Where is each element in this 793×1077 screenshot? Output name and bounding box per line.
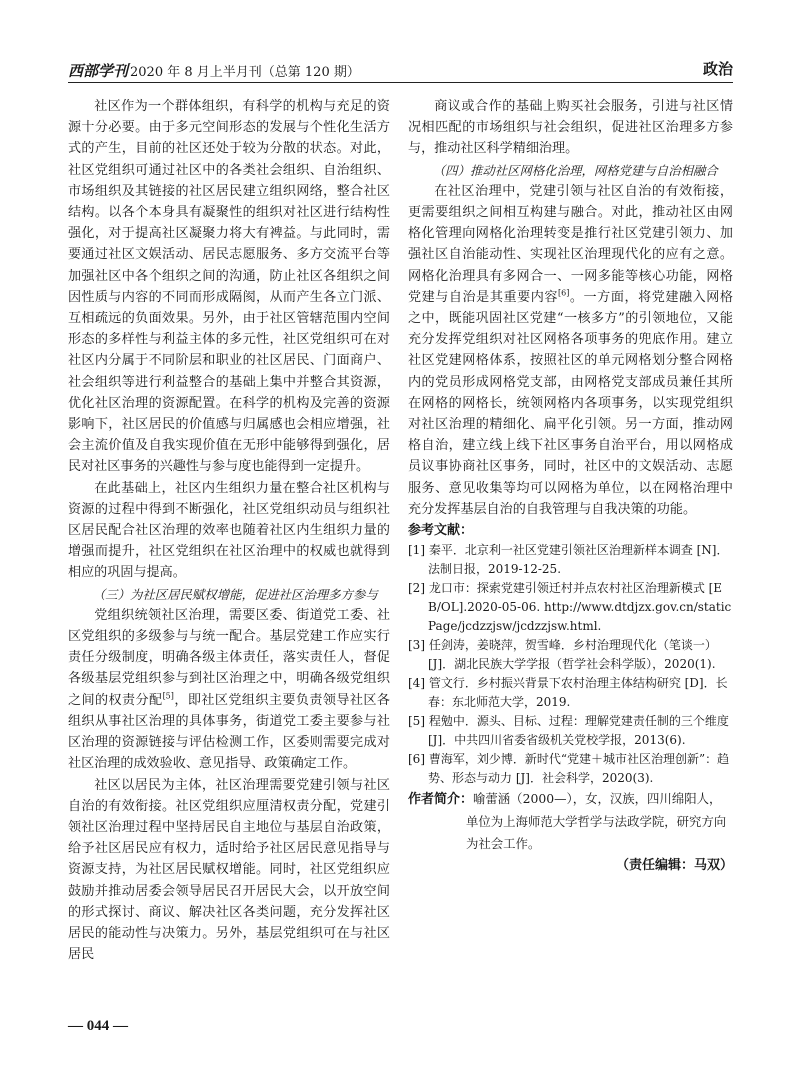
author-bio [408,788,733,855]
section-heading: （三）为社区居民赋权增能，促进社区治理多方参与 [92,586,378,602]
references-title: 参考文献： [408,523,474,539]
paragraph: 党组织统领社区治理，需要区委、街道党工委、社区党组织的多级参与与统一配合。基层党建工作应实行责任分级制度，明确各级主体责任，落实责任人，督促各级基层党组织参与到社区治理之中，明确各级党组织之间的权责分配[5]，即社区党组织主要负责领导社区各组织从事社区治理的具体事务，街道党工委主要参与社区治理的资源链接与评估检测工作，区委则需要完成对社区治理的成效验收、意见指导、政策确定工作。 [68,607,391,772]
section-label: 政治 [702,60,733,78]
section-heading: （四）推动社区网格化治理，网格党建与自治相融合 [432,162,718,178]
journal-logo: 西部学刊 [68,62,129,80]
page-number: — 044 — [68,1018,128,1034]
paragraph: 在此基础上，社区内生组织力量在整合社区机构与资源的过程中得到不断强化，社区党组织动员与组织社区居民配合社区治理的效率也随着社区内生组织力量的增强而提升，社区党组织在社区治理中的权威也就得到相应的巩固与提高。 [68,480,390,581]
reference-item: [2] 龙口市：探索党建引领迁村并点农村社区治理新模式 [EB/OL].2020-05-06. http://www.dtdjzx.gov.cn/staticPage/jcdzzjsw/jcdzzjsw.html. [408,581,732,634]
reference-item: [6] 曹海军，刘少博．新时代“党建＋城市社区治理创新”：趋势、形态与动力 [J]．社会科学，2020(3). [408,752,730,786]
paragraph: 商议或合作的基础上购买社会服务，引进与社区情况相匹配的市场组织与社会组织，促进社区治理多方参与，推动社区科学精细治理。 [408,99,733,157]
paragraph: 社区以居民为主体，社区治理需要党建引领与社区自治的有效衔接。社区党组织应厘清权责分配，党建引领社区治理过程中坚持居民自主地位与基层自治政策，给予社区居民应有权力，适时给予社区居民意见指导与资源支持，为社区居民赋权增能。同时，社区党组织应鼓励并推动居委会领导居民召开居民大会，以开放空间的形式探讨、商议、解决社区各类问题，充分发挥社区居民的能动性与决策力。另外，基层党组织可在与社区居民 [68,777,390,963]
header-rule [68,82,733,83]
author-label: 作者简介： [408,792,474,808]
citation: [5] [162,691,174,701]
issue-info: 2020 年 8 月上半月刊（总第 120 期） [130,65,360,80]
citation: [6] [558,288,570,298]
reference-item: [1] 秦平．北京利一社区党建引领社区治理新样本调查 [N]．法制日报，2019-12-25. [408,543,729,577]
author-text: 喻蕾涵（2000—），女，汉族，四川绵阳人，单位为上海师范大学哲学与法政学院，研究方向为社会工作。 [466,791,727,852]
right-column [408,96,733,876]
journal-info [68,60,360,81]
reference-item: [5] 程勉中．源头、目标、过程：理解党建责任制的三个维度 [J]．中共四川省委省级机关党校学报，2013(6). [408,714,729,748]
responsible-editor: （责任编辑：马双） [615,858,733,874]
page-header [68,58,733,82]
reference-item: [4] 管文行．乡村振兴背景下农村治理主体结构研究 [D]．长春：东北师范大学，2019. [408,676,728,710]
reference-item: [3] 任剑涛，姜晓萍，贺雪峰．乡村治理现代化（笔谈一）[J]．湖北民族大学学报（哲学社会科学版），2020(1). [408,638,717,672]
paragraph: 在社区治理中，党建引领与社区自治的有效衔接，更需要组织之间相互构建与融合。对此，推动社区由网格化管理向网格化治理转变是推行社区党建引领力、加强社区自治能动性、实现社区治理现代化的应有之意。网格化治理具有多网合一、一网多能等核心功能，网格党建与自治是其重要内容[6]。一方面，将党建融入网格之中，既能巩固社区党建“一核多方”的引领地位，又能充分发挥党组织对社区网格各项事务的兜底作用。建立社区党建网格体系，按照社区的单元网格划分整合网格内的党员形成网格党支部，由网格党支部成员兼任其所在网格的网格长，统领网格内各项事务，以实现党组织对社区治理的精细化、扁平化引领。另一方面，推动网格自治，建立线上线下社区事务自治平台，用以网格成员议事协商社区事务，同时，社区中的文娱活动、志愿服务、意见收集等均可以网格为单位，以在网格治理中充分发挥基层自治的自我管理与自我决策的功能。 [408,183,734,517]
left-column [68,96,390,965]
paragraph: 社区作为一个群体组织，有科学的机构与充足的资源十分必要。由于多元空间形态的发展与个性化生活方式的产生，目前的社区还处于较为分散的状态。对此，社区党组织可通过社区中的各类社会组织、自治组织、市场组织及其链接的社区居民建立组织网络，整合社区结构。以各个本身具有凝聚性的组织对社区进行结构性强化，对于提高社区凝聚力将大有裨益。与此同时，需要通过社区文娱活动、居民志愿服务、多方交流平台等加强社区中各个组织之间的沟通，防止社区各组织之间因性质与内容的不同而形成隔阂，从而产生各立门派、互相疏远的负面效果。另外，由于社区管辖范围内空间形态的多样性与利益主体的多元性，社区党组织可在对社区内分属于不同阶层和职业的社区居民、门面商户、社会组织等进行利益整合的基础上集中并整合其资源，优化社区治理的资源配置。在科学的机构及完善的资源影响下，社区居民的价值感与归属感也会相应增强，社会主流价值及自我实现价值在无形中能够得到强化，居民对社区事务的兴趣性与参与度也能得到一定提升。 [68,99,390,475]
